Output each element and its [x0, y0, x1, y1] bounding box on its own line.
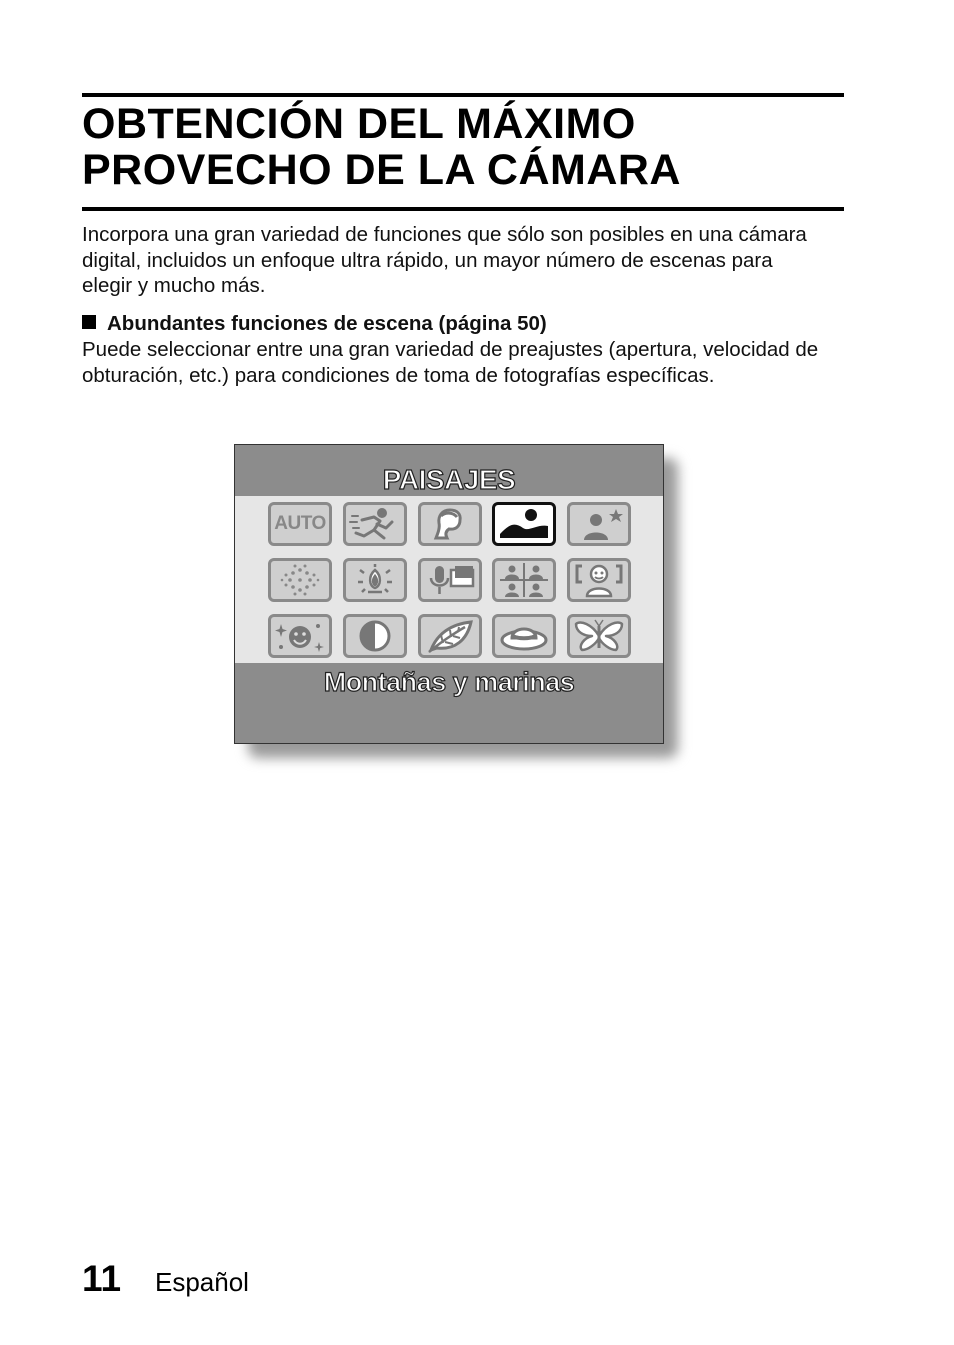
square-bullet-icon	[82, 315, 96, 329]
screen-caption: Montañas y marinas	[323, 667, 575, 697]
lamp-light-icon[interactable]	[343, 558, 407, 602]
scene-grid	[235, 496, 663, 663]
leaf-icon[interactable]	[418, 614, 482, 658]
face-frame-icon[interactable]	[567, 558, 631, 602]
microphone-screen-icon[interactable]	[418, 558, 482, 602]
section-heading-text: Abundantes funciones de escena (página 50)	[107, 312, 547, 335]
auto-icon-label: AUTO	[274, 513, 326, 534]
four-people-icon[interactable]	[492, 558, 556, 602]
section-body: Puede seleccionar entre una gran variedad de preajustes (apertura, velocidad de obturación, etc.) para condiciones de toma de fotografías específicas.	[82, 338, 819, 387]
sports-runner-icon[interactable]	[343, 502, 407, 546]
camera-screen	[234, 444, 664, 744]
title-bottom-rule	[82, 207, 844, 211]
night-portrait-icon[interactable]	[567, 502, 631, 546]
title-top-rule	[82, 93, 844, 97]
fireworks-icon[interactable]	[268, 558, 332, 602]
section-heading	[82, 311, 547, 337]
auto-icon[interactable]	[268, 502, 332, 546]
screen-title: PAISAJES	[382, 464, 516, 495]
sparkle-face-icon[interactable]	[268, 614, 332, 658]
page-language: Español	[155, 1267, 249, 1297]
hat-icon[interactable]	[492, 614, 556, 658]
intro-paragraph: Incorpora una gran variedad de funciones que sólo son posibles en una cámara digital, incluidos un enfoque ultra rápido, un mayor número de escenas para elegir y mucho más.	[82, 223, 807, 297]
page-number: 11	[82, 1258, 122, 1299]
butterfly-icon[interactable]	[567, 614, 631, 658]
half-circle-icon[interactable]	[343, 614, 407, 658]
portrait-icon[interactable]	[418, 502, 482, 546]
landscape-icon[interactable]	[492, 502, 556, 546]
page-title: OBTENCIÓN DEL MÁXIMO PROVECHO DE LA CÁMARA	[82, 100, 681, 194]
